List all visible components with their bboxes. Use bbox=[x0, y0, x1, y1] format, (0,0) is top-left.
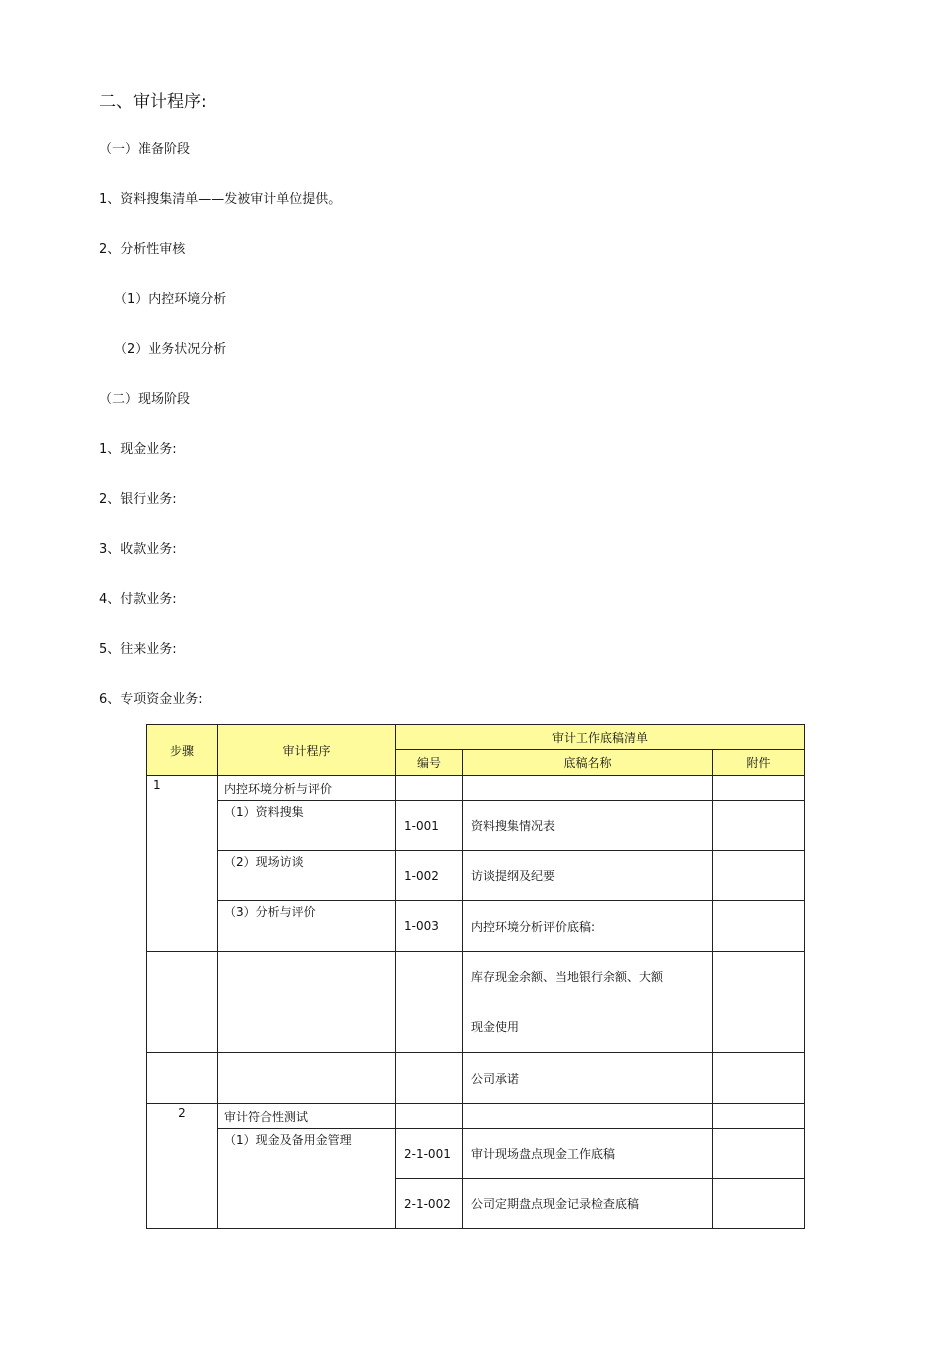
workpaper-code: 1-003 bbox=[396, 901, 463, 952]
workpaper-code: 1-001 bbox=[396, 801, 463, 851]
step-2: 2 bbox=[147, 1104, 218, 1229]
header-procedure: 审计程序 bbox=[218, 725, 396, 776]
attachment-cell bbox=[713, 801, 805, 851]
procedure-title-1: 内控环境分析与评价 bbox=[218, 776, 396, 801]
step-cell bbox=[147, 952, 218, 1053]
doc-line-payments: 4、付款业务: bbox=[99, 592, 177, 607]
code-cell bbox=[396, 776, 463, 801]
procedure-item: （1）现金及备用金管理 bbox=[218, 1129, 396, 1229]
header-step: 步骤 bbox=[147, 725, 218, 776]
workpaper-code: 2-1-002 bbox=[396, 1179, 463, 1229]
workpaper-name: 公司定期盘点现金记录检查底稿 bbox=[463, 1179, 713, 1229]
doc-line-prep-phase: （一）准备阶段 bbox=[99, 142, 191, 157]
attachment-cell bbox=[713, 851, 805, 901]
doc-line-2-1: （1）内控环境分析 bbox=[114, 292, 227, 307]
doc-line-field-phase: （二）现场阶段 bbox=[99, 392, 191, 407]
workpaper-name-line1: 库存现金余额、当地银行余额、大额 bbox=[471, 970, 664, 984]
step-1: 1 bbox=[147, 776, 218, 952]
attachment-cell bbox=[713, 952, 805, 1053]
attachment-cell bbox=[713, 901, 805, 952]
doc-line-special-funds: 6、专项资金业务: bbox=[99, 692, 203, 707]
doc-line-2-2: （2）业务状况分析 bbox=[114, 342, 227, 357]
code-cell bbox=[396, 1053, 463, 1104]
doc-line-bank: 2、银行业务: bbox=[99, 492, 177, 507]
step-cell bbox=[147, 1053, 218, 1104]
audit-workpaper-table bbox=[146, 724, 805, 1229]
workpaper-name: 公司承诺 bbox=[463, 1053, 713, 1104]
code-cell bbox=[396, 1104, 463, 1129]
workpaper-code: 1-002 bbox=[396, 851, 463, 901]
workpaper-name-line2: 现金使用 bbox=[471, 1020, 520, 1034]
header-workpaper-list: 审计工作底稿清单 bbox=[396, 725, 805, 750]
attachment-cell bbox=[713, 1053, 805, 1104]
workpaper-name: 内控环境分析评价底稿: bbox=[463, 901, 713, 952]
name-cell bbox=[463, 1104, 713, 1129]
header-attachment: 附件 bbox=[713, 750, 805, 776]
attachment-cell bbox=[713, 1104, 805, 1129]
procedure-item: （3）分析与评价 bbox=[218, 901, 396, 952]
workpaper-name: 访谈提纲及纪要 bbox=[463, 851, 713, 901]
procedure-cell bbox=[218, 952, 396, 1053]
attachment-cell bbox=[713, 1179, 805, 1229]
doc-line-1: 1、资料搜集清单——发被审计单位提供。 bbox=[99, 192, 342, 207]
workpaper-code: 2-1-001 bbox=[396, 1129, 463, 1179]
procedure-item: （1）资料搜集 bbox=[218, 801, 396, 851]
section-heading: 二、审计程序: bbox=[99, 92, 207, 112]
workpaper-name: 资料搜集情况表 bbox=[463, 801, 713, 851]
header-name: 底稿名称 bbox=[463, 750, 713, 776]
procedure-title-2: 审计符合性测试 bbox=[218, 1104, 396, 1129]
workpaper-name: 审计现场盘点现金工作底稿 bbox=[463, 1129, 713, 1179]
doc-line-receipts: 3、收款业务: bbox=[99, 542, 177, 557]
doc-line-cash: 1、现金业务: bbox=[99, 442, 177, 457]
attachment-cell bbox=[713, 776, 805, 801]
name-cell bbox=[463, 776, 713, 801]
attachment-cell bbox=[713, 1129, 805, 1179]
doc-line-accounts: 5、往来业务: bbox=[99, 642, 177, 657]
header-code: 编号 bbox=[396, 750, 463, 776]
procedure-cell bbox=[218, 1053, 396, 1104]
doc-line-2: 2、分析性审核 bbox=[99, 242, 186, 257]
code-cell bbox=[396, 952, 463, 1053]
workpaper-name-multiline bbox=[463, 952, 713, 1053]
procedure-item: （2）现场访谈 bbox=[218, 851, 396, 901]
